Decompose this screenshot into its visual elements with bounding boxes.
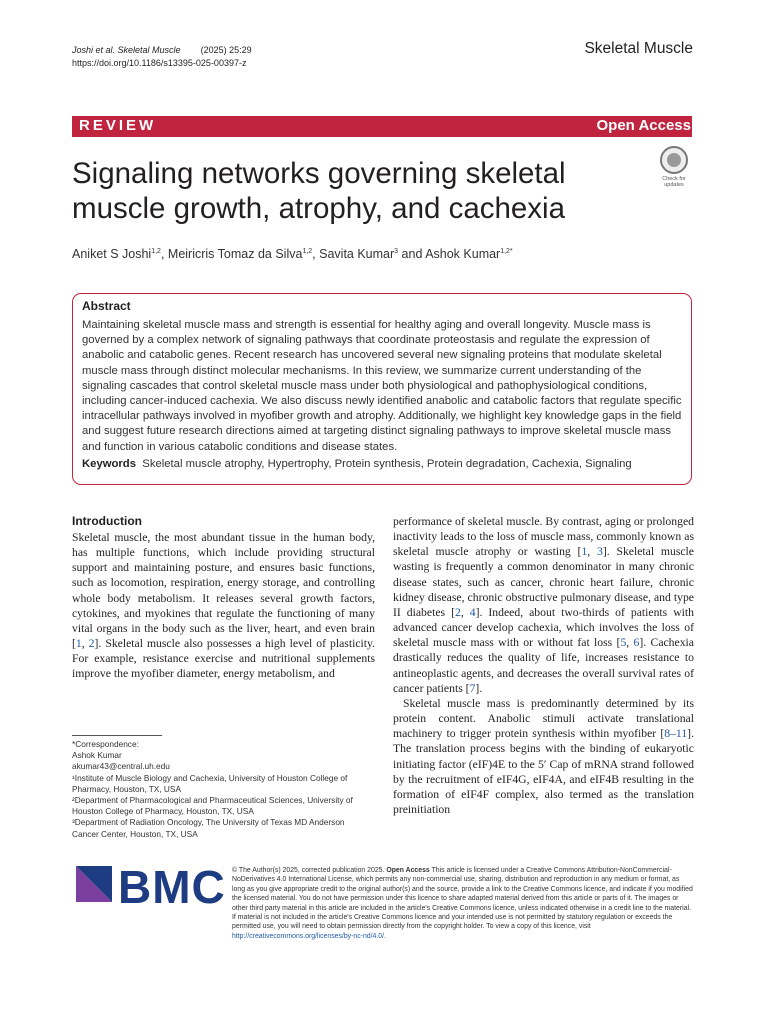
citation-header — [72, 44, 252, 70]
check-updates-badge[interactable] — [656, 146, 692, 188]
doi-link[interactable]: https://doi.org/10.1186/s13395-025-00397-z — [72, 58, 247, 68]
citation-link[interactable]: 2 — [454, 605, 461, 619]
body-text: ]. Cachexia drastically reduces the quality of life, increases resistance to antineoplastic agents, and decreases the overall survival rates of cancer patients [ — [393, 636, 694, 695]
license-text — [232, 866, 694, 941]
author-affiliation-sup: 3 — [394, 247, 399, 255]
citation-link[interactable]: 1 — [75, 637, 82, 651]
introduction-heading: Introduction — [72, 514, 142, 528]
affiliation-2: ²Department of Pharmacological and Pharmaceutical Sciences, University of Houston College of Pharmacy, Houston, TX, USA — [72, 795, 353, 817]
citation-link[interactable]: 4 — [469, 605, 476, 619]
body-text: ]. Skeletal muscle wasting is frequently a common denominator in many chronic disease states, such as cancer, chronic heart failure, chronic kidney disease, chronic obstructive pulmonary disease, and type II diabetes [ — [393, 545, 694, 619]
author-name[interactable]: Savita Kumar — [319, 247, 395, 261]
citation-link[interactable]: 5 — [620, 636, 627, 650]
body-text: Skeletal muscle mass is predominantly determined by its protein content. Anabolic stimuli activate translational machinery to trigger protein synthesis within myofiber [ — [393, 696, 694, 741]
correspondence-email[interactable]: akumar43@central.uh.edu — [72, 761, 170, 772]
body-text: performance of skeletal muscle. By contrast, aging or prolonged inactivity leads to the loss of muscle mass, commonly known as skeletal muscle atrophy or wasting [ — [393, 515, 694, 559]
author-name[interactable]: Aniket S Joshi — [72, 247, 152, 261]
author-affiliation-sup: 1,2 — [302, 247, 313, 255]
affiliation-1: ¹Institute of Muscle Biology and Cachexia, University of Houston College of Pharmacy, Houston, TX, USA — [72, 772, 348, 794]
keywords-label: Keywords — [82, 458, 136, 470]
license-end: . — [384, 932, 386, 940]
paragraph — [393, 696, 694, 817]
author-name[interactable]: Meiricris Tomaz da Silva — [167, 247, 303, 261]
check-updates-label: Check for updates — [662, 176, 686, 188]
footnote-divider — [72, 735, 162, 736]
license-link[interactable]: http://creativecommons.org/licenses/by-nc-nd/4.0/ — [232, 932, 385, 940]
article-type-label: REVIEW — [79, 117, 157, 134]
body-column-right — [393, 514, 694, 817]
abstract-heading: Abstract — [82, 299, 131, 313]
body-text: ]. Indeed, about two-thirds of patients with advanced cancer develop cachexia, which involves the loss of skeletal muscle mass with or without fat loss [ — [393, 605, 694, 650]
citation-link[interactable]: 6 — [633, 636, 640, 650]
open-access-label: Open Access — [596, 117, 691, 134]
citation-year: (2025) 25:29 — [200, 45, 252, 55]
citation-link[interactable]: 7 — [469, 681, 476, 695]
keywords-text: Skeletal muscle atrophy, Hypertrophy, Protein synthesis, Protein degradation, Cachexia, Signaling — [142, 458, 632, 470]
body-text: Skeletal muscle, the most abundant tissue in the human body, has multiple functions, which include providing structural support and maintaining posture, and ensures basic functions, such as locomotion, respiration, energy storage, and controlling whole body metabolism. It releases several growth factors, cytokines, and myokines that regulate the functioning of many vital organs in the body such as the liver, heart, and even brain [ — [72, 531, 375, 651]
license-body: This article is licensed under a Creative Commons Attribution-NonCommercial-NoDerivatives 4.0 International License, which permits any non-commercial use, sharing, distribution and reproduction in any medium or format, as long as you give appropriate credit to the original author(s) and the source, provide a link to the Creative Commons licence, and indicate if you modified the licensed material. You do not have permission under this licence to share adapted material derived from this article or parts of it. The images or other third party material in this article are included in the article's Creative Commons licence, unless indicated otherwise in a credit line to the material. If material is not included in the article's Creative Commons licence and your intended use is not permitted by statutory regulation or exceeds the permitted use, you will need to obtain permission directly from the copyright holder. To view a copy of this licence, visit — [232, 867, 693, 931]
author-name[interactable]: Ashok Kumar — [425, 247, 501, 261]
keywords-line — [82, 458, 632, 470]
bmc-logo-icon — [76, 866, 112, 902]
body-column-left: Skeletal muscle, the most abundant tissue in the human body, has multiple functions, which include providing structural support and maintaining posture, and ensures basic functions, such as locomotion, respiration, energy storage, and controlling whole body metabolism. It releases several growth factors, cytokines, and myokines that regulate the functioning of many vital organs in the body such as the liver, heart, and even brain [1, 2]. Skeletal muscle also possesses a high level of plasticity. For example, resistance exercise and nutritional supplements improve the myofiber diameter, energy metabolism, and — [72, 531, 376, 681]
footnotes — [72, 739, 372, 840]
citation-authors: Joshi et al. Skeletal Muscle — [72, 45, 181, 55]
body-text: ]. Skeletal muscle also possesses a high level of plasticity. For example, resistance exercise and nutritional supplements improve the myofiber diameter, energy metabolism, and — [72, 637, 376, 681]
citation-link[interactable]: 1 — [581, 545, 588, 559]
citation-link[interactable]: 3 — [597, 545, 603, 559]
bmc-logo-text: BMC — [118, 861, 226, 913]
copyright-text: © The Author(s) 2025, corrected publication 2025. — [232, 867, 385, 874]
body-text: ]. The translation process begins with the binding of eukaryotic initiating factor (eIF)4E to the 5′ Cap of mRNA strand followed by the recruitment of eIF4G, eIF4A, and eIF4B resulting in the formation of eIF4F complex, also termed as the translation preinitiation — [393, 727, 694, 816]
author-affiliation-sup: 1,2* — [500, 247, 513, 255]
citation-link[interactable]: 2 — [88, 637, 95, 651]
article-title: Signaling networks governing skeletal muscle growth, atrophy, and cachexia — [72, 157, 566, 225]
correspondence-name: Ashok Kumar — [72, 750, 122, 761]
author-list: Aniket S Joshi$^{1,2}$, Meiricris Tomaz da Silva$^{1,2}$, Savita Kumar$^3$ and Ashok Kumar$^{1,2*}$ — [72, 247, 513, 261]
citation-link[interactable]: 8–11 — [664, 727, 688, 741]
open-access-label: Open Access — [386, 867, 430, 874]
body-text: ]. — [475, 681, 483, 695]
author-affiliation-sup: 1,2 — [151, 247, 161, 255]
abstract-text: Maintaining skeletal muscle mass and strength is essential for healthy aging and overall longevity. Muscle mass is governed by a complex network of signaling pathways that coordinate proteostasis and regulate the expression of anabolic and catabolic genes. Recent research has uncovered several new signaling proteins that modulate skeletal muscle mass through distinct molecular mechanisms. In this review, we summarize current understanding of the signaling cascades that control skeletal muscle mass under both physiological and pathophysiological conditions, including cancer-induced cachexia. We also discuss newly identified anabolic and catabolic factors that regulate specific intracellular pathways involved in myofiber growth and atrophy. Additionally, we highlight key knowledge gaps in the field and suggest future research directions aimed at targeting distinct signaling pathways to improve skeletal muscle mass and function in various catabolic conditions and disease states. — [82, 319, 682, 453]
paragraph: performance of skeletal muscle. By contrast, aging or prolonged inactivity leads to the loss of muscle mass, commonly known as skeletal muscle atrophy or wasting [1, 3]. Skeletal muscle wasting is frequently a common denominator in many chronic disease states, such as cancer, chronic heart failure, chronic kidney disease, chronic obstructive pulmonary disease, and type II diabetes [2, 4]. Indeed, about two-thirds of patients with advanced cancer develop cachexia, which involves the loss of skeletal muscle mass with or without fat loss [5, 6]. Cachexia drastically reduces the quality of life, increases resistance to antineoplastic agents, and decreases the overall survival rates of cancer patients [7]. — [393, 515, 694, 695]
affiliation-3: ³Department of Radiation Oncology, The University of Texas MD Anderson Cancer Center, Houston, TX, USA — [72, 817, 345, 839]
journal-name: Skeletal Muscle — [584, 40, 693, 57]
correspondence-label: *Correspondence: — [72, 739, 139, 749]
check-updates-icon — [660, 146, 688, 174]
